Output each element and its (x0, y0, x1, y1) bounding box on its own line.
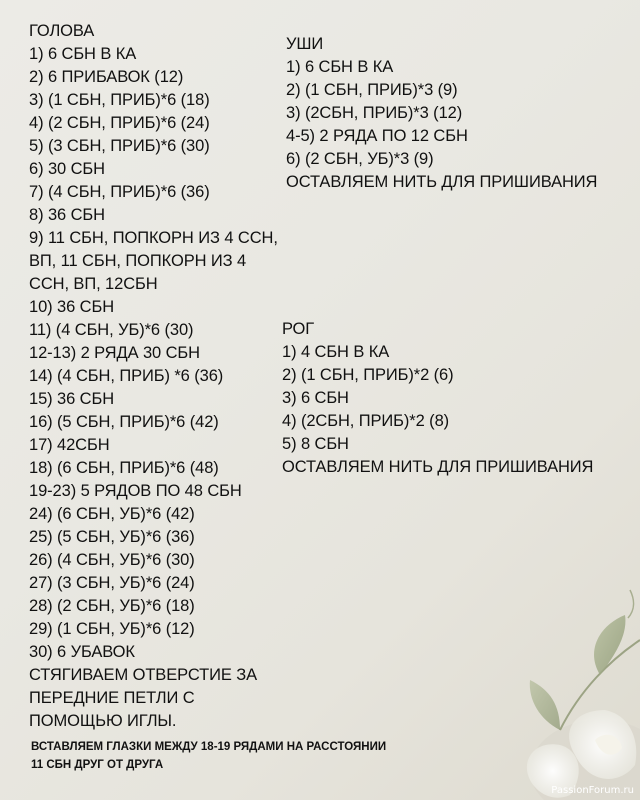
ears-row: 1) 6 СБН В КА (286, 58, 394, 76)
head-row: 1) 6 СБН В КА (29, 45, 137, 63)
horn-row: ОСТАВЛЯЕМ НИТЬ ДЛЯ ПРИШИВАНИЯ (282, 458, 594, 476)
horn-row: 3) 6 СБН (282, 389, 349, 407)
eyes-note-line-2: 11 СБН ДРУГ ОТ ДРУГА (31, 759, 164, 771)
head-row: 14) (4 СБН, ПРИБ) *6 (36) (29, 367, 224, 385)
head-row: 4) (2 СБН, ПРИБ)*6 (24) (29, 114, 210, 132)
head-row: 12-13) 2 РЯДА 30 СБН (29, 344, 200, 362)
ears-row: 4-5) 2 РЯДА ПО 12 СБН (286, 127, 468, 145)
head-row: ССН, ВП, 12СБН (29, 275, 158, 293)
head-row: 29) (1 СБН, УБ)*6 (12) (29, 620, 195, 638)
head-row: 16) (5 СБН, ПРИБ)*6 (42) (29, 413, 219, 431)
head-row: СТЯГИВАЕМ ОТВЕРСТИЕ ЗА (29, 666, 258, 684)
flower-decoration (410, 580, 640, 800)
head-row: 18) (6 СБН, ПРИБ)*6 (48) (29, 459, 219, 477)
leaf-shape (530, 680, 560, 730)
twig-shape (628, 590, 634, 618)
ears-title: УШИ (286, 35, 324, 53)
head-row: ПОМОЩЬЮ ИГЛЫ. (29, 712, 177, 730)
head-row: 11) (4 СБН, УБ)*6 (30) (29, 321, 194, 339)
head-row: 8) 36 СБН (29, 206, 105, 224)
ears-row: ОСТАВЛЯЕМ НИТЬ ДЛЯ ПРИШИВАНИЯ (286, 173, 598, 191)
head-row: 27) (3 СБН, УБ)*6 (24) (29, 574, 195, 592)
head-row: ПЕРЕДНИЕ ПЕТЛИ С (29, 689, 195, 707)
head-row: 6) 30 СБН (29, 160, 105, 178)
head-row: 7) (4 СБН, ПРИБ)*6 (36) (29, 183, 210, 201)
head-row: 25) (5 СБН, УБ)*6 (36) (29, 528, 195, 546)
eyes-note-line-1: ВСТАВЛЯЕМ ГЛАЗКИ МЕЖДУ 18-19 РЯДАМИ НА РАССТОЯНИИ (31, 741, 387, 753)
ears-section (286, 33, 597, 194)
head-row: 26) (4 СБН, УБ)*6 (30) (29, 551, 195, 569)
horn-row: 4) (2СБН, ПРИБ)*2 (8) (282, 412, 450, 430)
head-row: 28) (2 СБН, УБ)*6 (18) (29, 597, 195, 615)
eyes-note (31, 738, 451, 774)
head-row: 5) (3 СБН, ПРИБ)*6 (30) (29, 137, 210, 155)
head-row: 15) 36 СБН (29, 390, 115, 408)
leaf-shape (594, 615, 625, 675)
head-title: ГОЛОВА (29, 22, 95, 40)
head-row: 30) 6 УБАВОК (29, 643, 135, 661)
head-row: 3) (1 СБН, ПРИБ)*6 (18) (29, 91, 210, 109)
head-section (29, 20, 278, 733)
head-row: 19-23) 5 РЯДОВ ПО 48 СБН (29, 482, 242, 500)
head-row: 2) 6 ПРИБАВОК (12) (29, 68, 184, 86)
ears-row: 6) (2 СБН, УБ)*3 (9) (286, 150, 434, 168)
head-row: ВП, 11 СБН, ПОПКОРН ИЗ 4 (29, 252, 247, 270)
head-row: 9) 11 СБН, ПОПКОРН ИЗ 4 ССН, (29, 229, 278, 247)
horn-row: 5) 8 СБН (282, 435, 349, 453)
ears-row: 2) (1 СБН, ПРИБ)*3 (9) (286, 81, 458, 99)
horn-section (282, 318, 593, 479)
watermark-text: PassionForum.ru (551, 785, 634, 796)
horn-title: РОГ (282, 320, 315, 338)
horn-row: 1) 4 СБН В КА (282, 343, 390, 361)
head-row: 10) 36 СБН (29, 298, 115, 316)
head-row: 24) (6 СБН, УБ)*6 (42) (29, 505, 195, 523)
horn-row: 2) (1 СБН, ПРИБ)*2 (6) (282, 366, 454, 384)
head-row: 17) 42СБН (29, 436, 110, 454)
ears-row: 3) (2СБН, ПРИБ)*3 (12) (286, 104, 463, 122)
